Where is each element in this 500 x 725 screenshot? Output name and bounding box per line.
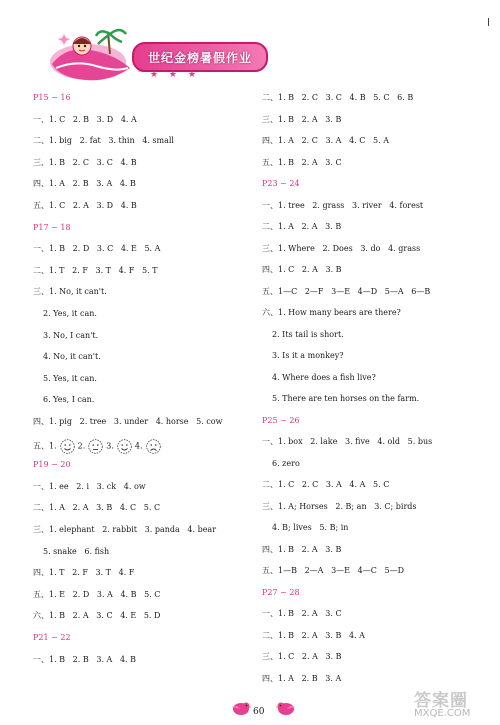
answer-line: 三、1. A; Horses 2. B; an 3. C; birds: [262, 501, 417, 511]
mascot-logo-icon: [46, 24, 136, 84]
answer-line: 一、1. C 2. B 3. D 4. A: [33, 114, 137, 124]
answer-line: 五、1. C 2. A 3. D 4. B: [33, 201, 137, 210]
face-row-prefix: 五、1.: [33, 441, 57, 451]
page-number: 60: [253, 707, 265, 717]
answer-line: 一、1. B 2. D 3. C 4. E 5. A: [33, 244, 161, 254]
bird-right-icon: [276, 700, 298, 716]
answer-line: 一、1. box 2. lake 3. five 4. old 5. bus: [262, 437, 433, 446]
answer-line: 二、1. A 2. A 3. B 4. C 5. C: [33, 503, 161, 513]
answer-line-continued: 6. Yes, I can.: [43, 395, 95, 405]
smile-face-icon: [60, 439, 75, 454]
answer-line: 二、1. big 2. fat 3. thin 4. small: [33, 136, 174, 146]
answer-line: 四、1. A 2. C 3. A 4. C 5. A: [262, 136, 389, 145]
watermark-title: 答案圈: [414, 691, 468, 711]
header-banner-title: 世纪金榜暑假作业: [132, 42, 268, 72]
answer-line: 二、1. B 2. C 3. C 4. B 5. C 6. B: [262, 93, 414, 102]
answer-line: 四、1. B 2. A 3. B: [262, 544, 342, 554]
section-page-range: P25 ~ 26: [262, 415, 300, 425]
watermark-url: MXQE.COM: [414, 708, 471, 719]
section-page-range: P15 ~ 16: [33, 93, 71, 102]
answer-line: 六、1. B 2. A 3. C 4. E 5. D: [33, 611, 161, 621]
section-page-range: P19 ~ 20: [33, 460, 71, 470]
smile-face-icon: [117, 439, 132, 454]
neutral-face-icon: [88, 439, 103, 454]
answer-line: 四、1. C 2. A 3. B: [262, 265, 342, 274]
answer-line-continued: 3. No, I can't.: [43, 330, 99, 340]
watermark: [414, 686, 496, 722]
answer-line-continued: 2. Its tail is short.: [272, 329, 344, 339]
section-page-range: P21 ~ 22: [33, 633, 71, 642]
section-page-range: P27 ~ 28: [262, 587, 300, 597]
answer-line-continued: 5. Yes, it can.: [43, 373, 97, 383]
answer-line: 二、1. B 2. A 3. B 4. A: [262, 630, 365, 640]
answer-line: 六、1. How many bears are there?: [262, 308, 401, 317]
answer-line: 三、1. C 2. A 3. B: [262, 652, 342, 661]
answer-line: 四、1. A 2. B 3. A: [262, 673, 342, 683]
answer-line-continued: 5. snake 6. fish: [43, 546, 110, 556]
answer-line-continued: 4. Where does a fish live?: [272, 372, 376, 382]
answer-line: 三、1. Where 2. Does 3. do 4. grass: [262, 243, 421, 253]
bird-left-icon: [229, 700, 251, 716]
answer-line: 三、1. elephant 2. rabbit 3. panda 4. bear: [33, 525, 217, 534]
face-number-label: 2.: [77, 441, 86, 451]
face-number-label: 3.: [106, 441, 114, 451]
answer-line-continued: 6. zero: [272, 458, 300, 468]
section-page-range: P17 ~ 18: [33, 222, 71, 232]
answer-line: 二、1. T 2. F 3. T 4. F 5. T: [33, 265, 158, 275]
answer-line: 四、1. T 2. F 3. T 4. F: [33, 568, 135, 578]
answer-line: 五、1. B 2. A 3. C: [262, 157, 342, 167]
answer-line: 三、1. No, it can't.: [33, 287, 107, 297]
answer-line-continued: 2. Yes, it can.: [43, 309, 97, 318]
answer-line: 二、1. A 2. A 3. B: [262, 222, 342, 231]
corner-mark: [488, 18, 489, 26]
answer-line: 四、1. pig 2. tree 3. under 4. horse 5. cow: [33, 417, 223, 426]
header-stars: ★ ★ ★: [150, 70, 200, 80]
section-page-range: P23 ~ 24: [262, 179, 300, 188]
answer-line: 一、1. B 2. A 3. C: [262, 609, 342, 618]
face-number-label: 4.: [134, 441, 143, 451]
answer-line: 三、1. B 2. C 3. C 4. B: [33, 157, 137, 167]
answer-line-continued: 3. Is it a monkey?: [272, 351, 344, 360]
answer-line: 五、1—B 2—A 3—E 4—C 5—D: [262, 566, 404, 575]
face-answer-row: [33, 439, 164, 454]
answer-line: 五、1—C 2—F 3—E 4—D 5—A 6—B: [262, 286, 431, 296]
answer-line: 一、1. B 2. B 3. A 4. B: [33, 654, 137, 664]
answer-line: 四、1. A 2. B 3. A 4. B: [33, 179, 136, 189]
answer-line-continued: 5. There are ten horses on the farm.: [272, 394, 420, 403]
sad-face-icon: [146, 439, 161, 454]
answer-line-continued: 4. No, it can't.: [43, 352, 101, 362]
answer-line: 三、1. B 2. A 3. B: [262, 114, 342, 124]
page-header: [0, 0, 500, 88]
answer-line: 五、1. E 2. D 3. A 4. B 5. C: [33, 589, 161, 599]
answer-line: 二、1. C 2. C 3. A 4. A 5. C: [262, 480, 390, 489]
answer-line: 一、1. tree 2. grass 3. river 4. forest: [262, 200, 424, 210]
answer-line: 一、1. ee 2. i 3. ck 4. ow: [33, 481, 146, 491]
answer-line-continued: 4. B; lives 5. B; in: [272, 523, 349, 532]
